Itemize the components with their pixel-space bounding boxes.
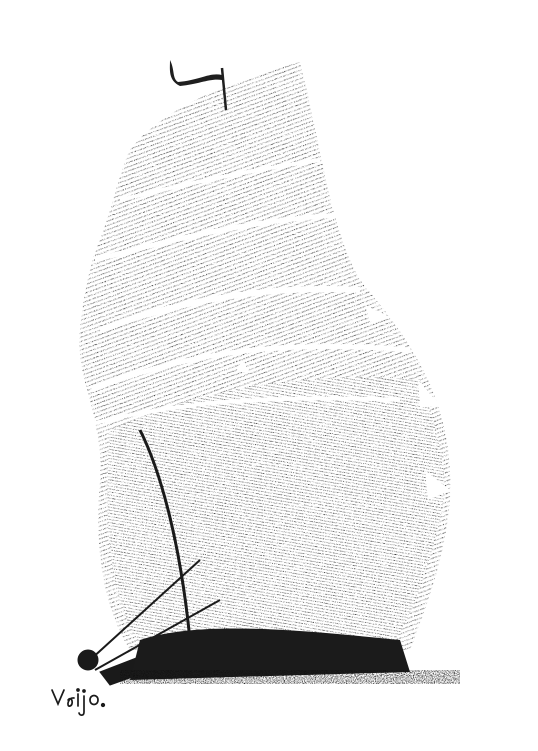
- artist-signature: [52, 689, 104, 715]
- sails: [70, 62, 450, 660]
